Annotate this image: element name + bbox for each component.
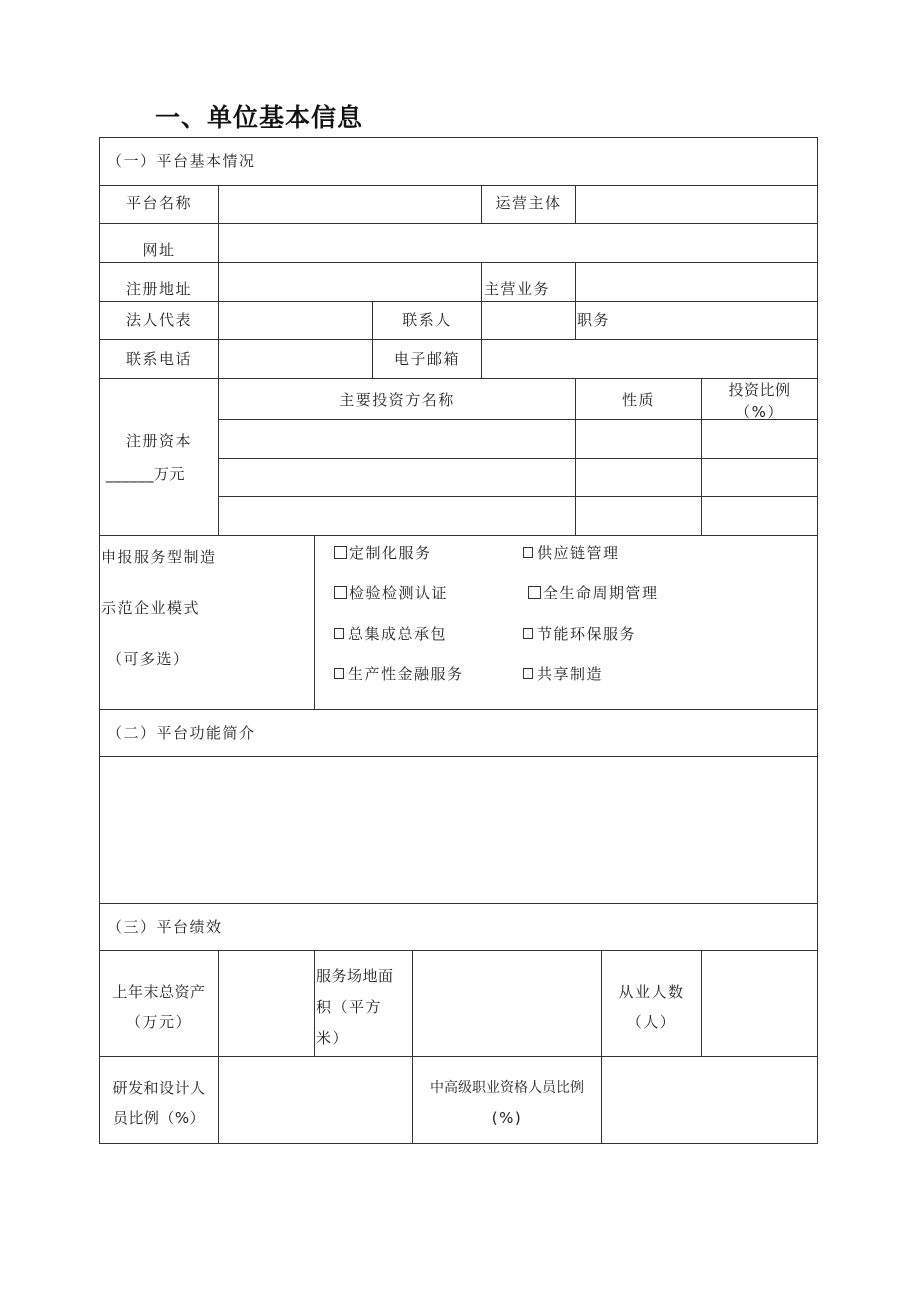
website-label: 网址 [142,241,176,259]
row-line [99,301,818,302]
row-line [218,496,818,497]
email-label: 电子邮箱 [393,350,460,368]
checkbox-icon[interactable] [523,668,533,679]
checkbox-icon[interactable] [334,546,347,559]
page-title: 一、单位基本信息 [155,103,364,132]
col-line [314,535,315,709]
main-business-label: 主营业务 [484,280,551,298]
rd-ratio-label: 员比例（%） [112,1109,206,1127]
rd-ratio-field[interactable] [219,1057,412,1143]
nature-header: 性质 [621,391,655,409]
option-energy[interactable]: 节能环保服务 [523,624,636,644]
checkbox-icon[interactable] [528,586,541,599]
platform-name-label: 平台名称 [125,194,192,212]
col-line [817,137,818,1144]
function-intro-field[interactable] [100,757,817,903]
area-label: 积（平方 [316,998,383,1016]
area-label: 服务场地面 [316,967,394,985]
operator-label: 运营主体 [495,194,562,212]
phone-label: 联系电话 [125,350,192,368]
checkbox-icon[interactable] [334,628,344,639]
option-finance[interactable]: 生产性金融服务 [334,664,464,684]
checkbox-icon[interactable] [523,628,533,639]
ratio-header: 投资比例 [728,381,791,399]
phone-field[interactable] [219,340,372,378]
mode-label: 示范企业模式 [101,599,201,617]
row-line [99,378,818,379]
position-label: 职务 [577,311,611,329]
senior-ratio-field[interactable] [602,1057,817,1143]
area-label: 米） [316,1029,350,1047]
col-line [314,950,315,1056]
legal-rep-field[interactable] [219,302,372,339]
employees-field[interactable] [702,951,817,1056]
row-line [99,1143,818,1144]
area-field[interactable] [413,951,601,1056]
checkbox-icon[interactable] [334,586,347,599]
contact-field[interactable] [482,302,575,339]
employees-label: 从业人数 [618,983,685,1001]
option-lifecycle[interactable]: 全生命周期管理 [528,583,659,603]
row-line [99,709,818,710]
reg-address-label: 注册地址 [125,280,192,298]
section-header-function: （二）平台功能简介 [107,724,256,742]
ratio-header-unit: （%） [735,403,784,421]
col-line [575,301,576,339]
checkbox-icon[interactable] [334,668,344,679]
option-shared-mfg[interactable]: 共享制造 [523,664,603,684]
capital-unit: ______万元 [106,465,186,483]
operator-field[interactable] [576,186,817,223]
senior-ratio-unit: (%) [491,1109,523,1127]
legal-rep-label: 法人代表 [125,311,192,329]
capital-label: 注册资本 [125,432,192,450]
mode-label: （可多选） [107,650,190,668]
option-supply-chain[interactable]: 供应链管理 [523,543,620,563]
reg-address-field[interactable] [219,263,481,301]
option-custom-service[interactable]: 定制化服务 [334,543,432,563]
option-integration[interactable]: 总集成总承包 [334,624,447,644]
investor-name-header: 主要投资方名称 [339,391,455,409]
row-line [99,903,818,904]
assets-label: 上年末总资产 [112,983,206,1001]
row-line [218,458,818,459]
section-header-performance: （三）平台绩效 [107,918,223,936]
employees-unit: （人） [626,1013,677,1031]
platform-name-field[interactable] [219,186,481,223]
row-line [99,137,818,138]
website-field[interactable] [219,224,817,262]
assets-field[interactable] [219,951,314,1056]
checkbox-icon[interactable] [523,547,533,558]
col-line [481,262,482,301]
main-business-field[interactable] [576,263,817,301]
rd-ratio-label: 研发和设计人 [112,1079,206,1097]
section-header-basic: （一）平台基本情况 [107,152,256,170]
assets-unit: （万元） [125,1013,192,1031]
row-line [99,535,818,536]
email-field[interactable] [482,340,817,378]
option-inspection[interactable]: 检验检测认证 [334,583,448,603]
contact-label: 联系人 [402,311,452,329]
senior-ratio-label: 中高级职业资格人员比例 [430,1080,584,1096]
mode-label: 申报服务型制造 [101,548,217,566]
